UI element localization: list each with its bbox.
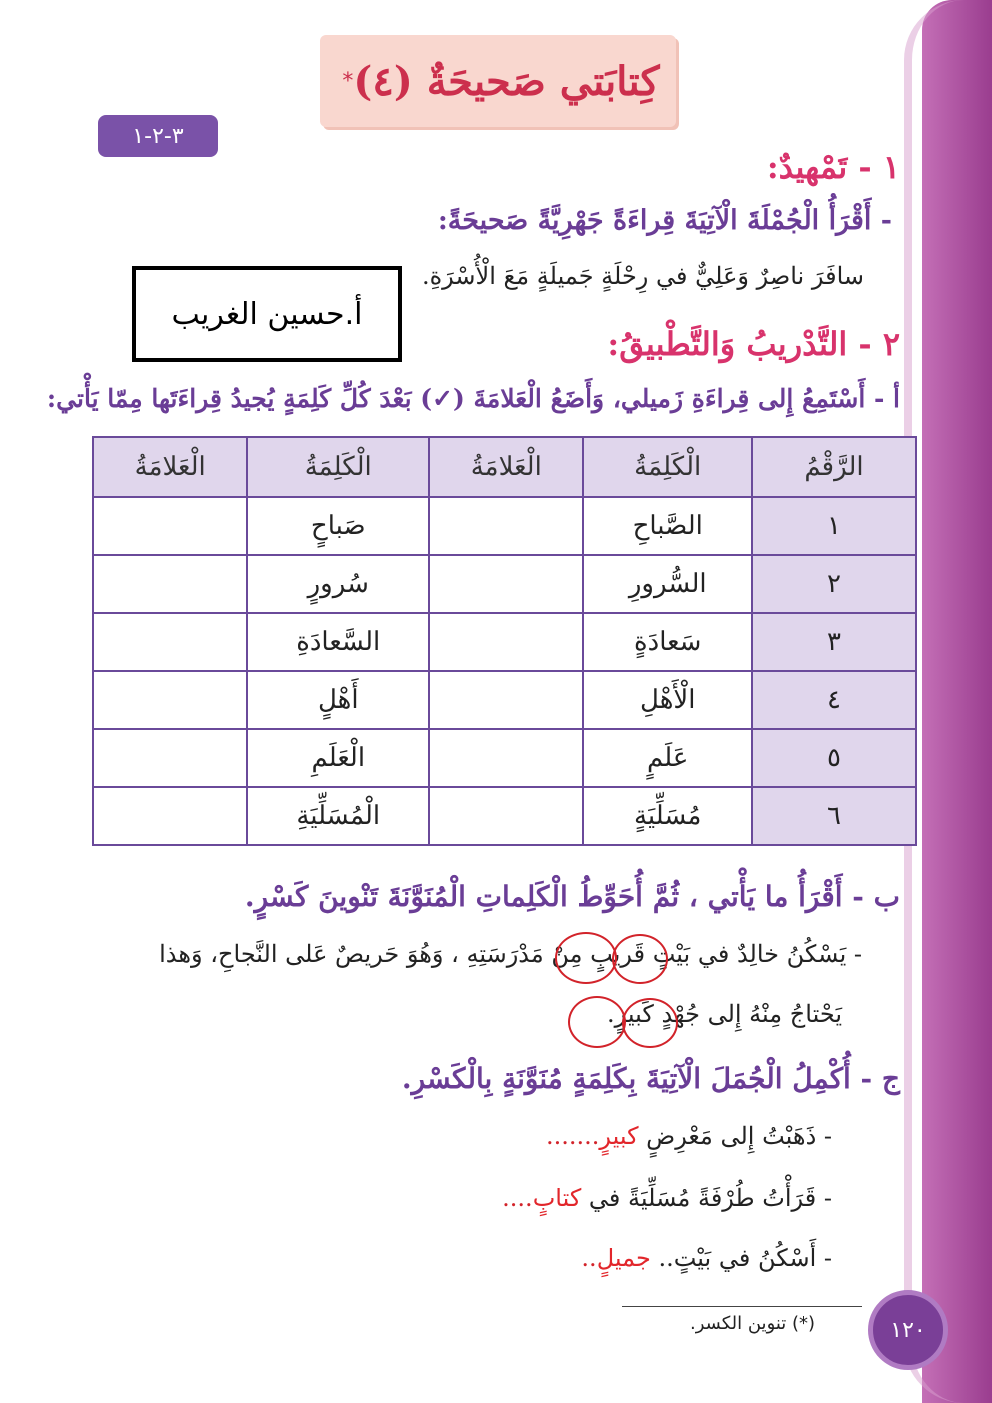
part-c-item-1-dots: ....... [545,1122,600,1150]
section-intro-sentence: سافَرَ ناصِرٌ وَعَلِيٌّ في رِحْلَةٍ جَميلَةٍ مَعَ الْأُسْرَةِ. [421,262,864,290]
row-mark-2[interactable] [93,613,247,671]
part-c-item-1 [546,1122,832,1150]
row-mark-2[interactable] [93,497,247,555]
row-number: ٤ [752,671,916,729]
lesson-code-badge: ٣-٢-١ [98,115,218,157]
row-mark-1[interactable] [429,729,583,787]
table-row [93,555,916,613]
circle-mark-juhd [622,998,678,1048]
header-word-1: الْكَلِمَةُ [583,437,752,497]
part-c-item-2-dots: .... [502,1184,533,1212]
row-number: ٦ [752,787,916,845]
row-number: ٣ [752,613,916,671]
lesson-title-box [320,35,676,127]
row-mark-1[interactable] [429,497,583,555]
row-number: ٥ [752,729,916,787]
row-word-1: الصَّباحِ [583,497,752,555]
section-practice-heading: ٢ - التَّدْريبُ وَالتَّطْبيقُ: [607,325,900,363]
header-mark-1: الْعَلامَةُ [429,437,583,497]
lesson-title: كِتابَتي صَحيحَةٌ (٤) [353,57,660,105]
row-mark-2[interactable] [93,729,247,787]
part-c-item-1-prefix: - ذَهَبْتُ إِلى مَعْرِضٍ [646,1122,832,1150]
row-word-1: مُسَلِّيَةٍ [583,787,752,845]
row-number: ٢ [752,555,916,613]
row-mark-2[interactable] [93,671,247,729]
row-word-1: الْأَهْلِ [583,671,752,729]
table-row [93,613,916,671]
part-c-item-2-prefix: - قَرَأْتُ طُرْفَةً مُسَلِّيَةً في [588,1184,832,1212]
header-number: الرَّقْمُ [752,437,916,497]
row-word-2: صَباحٍ [247,497,429,555]
row-word-2: سُرورٍ [247,555,429,613]
row-word-2: الْعَلَمِ [247,729,429,787]
part-c-item-3-prefix: - أَسْكُنُ في بَيْتٍ.. [658,1244,832,1272]
section-intro-instruction: - أَقْرَأُ الْجُمْلَةَ الْآتِيَةَ قِراءَةً جَهْرِيَّةً صَحيحَةً: [437,205,892,236]
footnote: (*) تنوين الكسر. [690,1313,816,1334]
title-footnote-star: * [342,68,354,94]
row-mark-1[interactable] [429,671,583,729]
part-b-instruction: ب - أَقْرَأُ ما يَأْتي ، ثُمَّ أُحَوِّطُ الْكَلِماتِ الْمُنَوَّنَةَ تَنْوينَ كَسْرٍ. [244,880,900,913]
part-c-item-1-answer[interactable]: كبيرٍ [599,1122,639,1150]
table-row [93,729,916,787]
circle-mark-bayt [612,934,668,984]
row-mark-2[interactable] [93,555,247,613]
words-table [92,436,917,846]
header-mark-2: الْعَلامَةُ [93,437,247,497]
table-header-row [93,437,916,497]
part-a-instruction: أ - أَسْتَمِعُ إِلى قِراءَةِ زَميلي، وَأَضَعُ الْعَلامَةَ (✓) بَعْدَ كُلِّ كَلِمَةٍ يُجيدُ قِراءَتَها مِمّا يَأْتي: [46,384,900,413]
table-row [93,787,916,845]
row-word-2: الْمُسَلِّيَةِ [247,787,429,845]
part-c-item-2-answer[interactable]: كتابٍ [532,1184,582,1212]
row-word-2: السَّعادَةِ [247,613,429,671]
circle-mark-kabir [568,996,626,1048]
section-intro-heading: ١ - تَمْهيدٌ: [766,148,900,186]
page-number-badge: ١٢٠ [868,1290,948,1370]
row-mark-1[interactable] [429,787,583,845]
row-number: ١ [752,497,916,555]
row-word-1: عَلَمٍ [583,729,752,787]
table-row [93,497,916,555]
row-mark-1[interactable] [429,613,583,671]
table-row [93,671,916,729]
row-word-1: السُّرورِ [583,555,752,613]
part-b-line-2: يَحْتاجُ مِنْهُ إِلى جُهْدٍ كَبيرٍ. [607,1000,842,1028]
author-name-box: أ.حسين الغريب [132,266,402,362]
part-c-item-3-answer[interactable]: جميلٍ [596,1244,651,1272]
part-c-item-2 [502,1184,832,1212]
part-b-line-1: - يَسْكُنُ خالِدٌ في بَيْتٍ قَريبٍ مِنْ مَدْرَسَتِهِ ، وَهُوَ حَريصٌ عَلى النَّجاحِ، وَهذا [159,940,862,968]
row-word-2: أَهْلٍ [247,671,429,729]
part-c-instruction: ج - أُكْمِلُ الْجُمَلَ الْآتِيَةَ بِكَلِمَةٍ مُنَوَّنَةٍ بِالْكَسْرِ. [401,1062,900,1095]
circle-mark-qarib [555,932,617,984]
part-c-item-3 [581,1244,832,1272]
header-word-2: الْكَلِمَةُ [247,437,429,497]
row-mark-1[interactable] [429,555,583,613]
part-c-item-3-dots: .. [581,1244,597,1272]
row-mark-2[interactable] [93,787,247,845]
footnote-divider [622,1306,862,1307]
row-word-1: سَعادَةٍ [583,613,752,671]
